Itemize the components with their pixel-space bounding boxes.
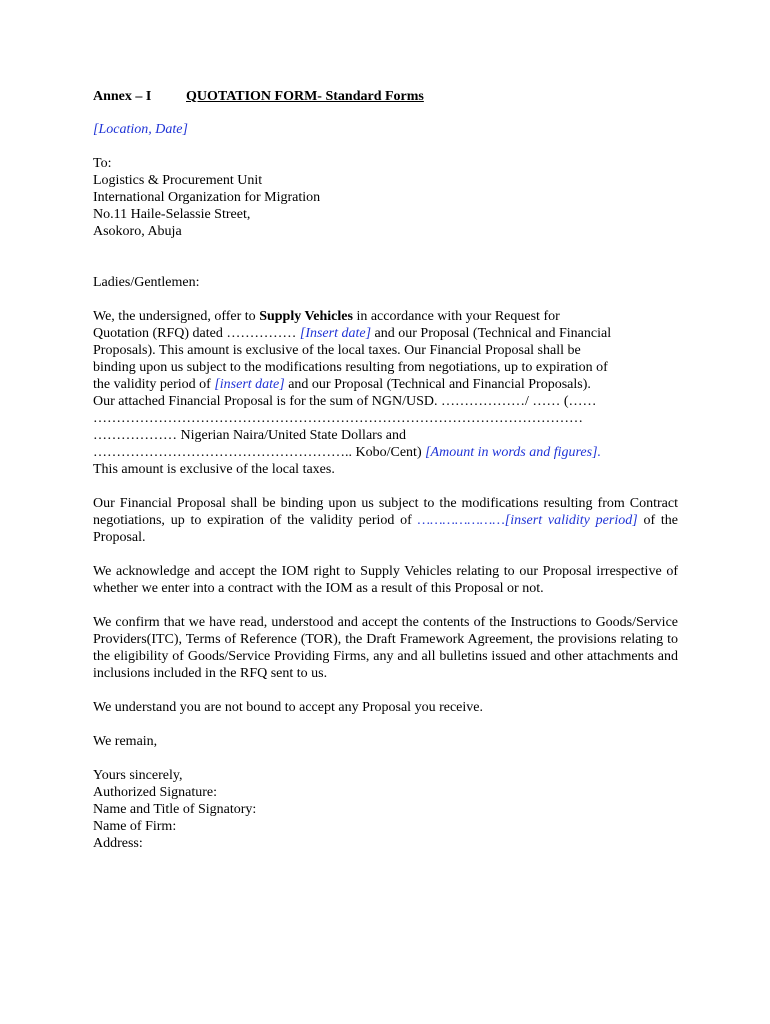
salutation: Ladies/Gentlemen:	[93, 275, 200, 290]
offer-paragraph	[93, 308, 678, 478]
binding-text: Our Financial Proposal shall be binding upon us subject to the modifications resulting from Contract negotiations, up to expiration of the validity period of	[93, 496, 678, 528]
quotation-form-document	[93, 88, 678, 852]
binding-paragraph	[93, 495, 678, 546]
offer-text: the validity period of	[93, 377, 215, 392]
validity-date-placeholder: [insert date]	[214, 377, 285, 392]
closing-line: We remain,	[93, 734, 158, 749]
binding-text: of the Proposal.	[93, 513, 679, 545]
offer-subject: Supply Vehicles	[259, 309, 353, 324]
acknowledge-paragraph: We acknowledge and accept the IOM right to Supply Vehicles relating to our Proposal irrespective of whether we enter into a contract with the IOM as a result of this Proposal or not.	[93, 564, 678, 596]
amount-placeholder: [Amount in words and figures].	[425, 445, 602, 460]
offer-line: Proposals). This amount is exclusive of the local taxes. Our Financial Proposal shall be	[93, 343, 581, 358]
offer-line: This amount is exclusive of the local taxes.	[93, 462, 335, 477]
location-date-placeholder: [Location, Date]	[93, 122, 188, 137]
offer-line	[93, 444, 678, 461]
address-line: Asokoro, Abuja	[93, 224, 182, 239]
offer-text: We, the undersigned, offer to	[93, 309, 260, 324]
offer-line: ……………………………………………………………………………………………	[93, 411, 583, 426]
offer-text: ……………………………………………….. Kobo/Cent)	[93, 445, 426, 460]
offer-line: Our attached Financial Proposal is for the sum of NGN/USD. ………………/ …… (……	[93, 394, 597, 409]
address-line: International Organization for Migration	[93, 190, 321, 205]
address-line: To:	[93, 156, 112, 171]
signature-line: Address:	[93, 836, 143, 851]
offer-line	[93, 325, 678, 342]
offer-text: in accordance with your Request for	[352, 309, 560, 324]
annex-label: Annex – I	[93, 89, 152, 104]
offer-text: Quotation (RFQ) dated ……………	[93, 326, 300, 341]
signature-line: Name and Title of Signatory:	[93, 802, 257, 817]
form-title: QUOTATION FORM- Standard Forms	[186, 89, 424, 104]
insert-date-placeholder: [Insert date]	[299, 326, 372, 341]
understand-paragraph: We understand you are not bound to accept any Proposal you receive.	[93, 700, 483, 715]
document-title	[93, 88, 678, 105]
confirm-paragraph: We confirm that we have read, understood and accept the contents of the Instructions to Goods/Service Providers(ITC), Terms of Reference (TOR), the Draft Framework Agreement, the provisions relating to the eligibility of Goods/Service Providing Firms, any and all bulletins issued and other attachments and inclusions included in the RFQ sent to us.	[93, 615, 678, 681]
signature-block	[93, 767, 678, 852]
signature-line: Name of Firm:	[93, 819, 177, 834]
validity-period-placeholder: …………………[insert validity period]	[417, 513, 638, 528]
offer-line: ……………… Nigerian Naira/United State Dollars and	[93, 428, 406, 443]
offer-line: binding upon us subject to the modifications resulting from negotiations, up to expiration of	[93, 360, 608, 375]
address-line: No.11 Haile-Selassie Street,	[93, 207, 251, 222]
offer-text: and our Proposal (Technical and Financial	[371, 326, 612, 341]
recipient-address-block	[93, 155, 678, 240]
offer-text: and our Proposal (Technical and Financial Proposals).	[284, 377, 591, 392]
signature-line: Yours sincerely,	[93, 768, 183, 783]
offer-line	[93, 308, 678, 325]
offer-line	[93, 376, 678, 393]
address-line: Logistics & Procurement Unit	[93, 173, 263, 188]
signature-line: Authorized Signature:	[93, 785, 218, 800]
